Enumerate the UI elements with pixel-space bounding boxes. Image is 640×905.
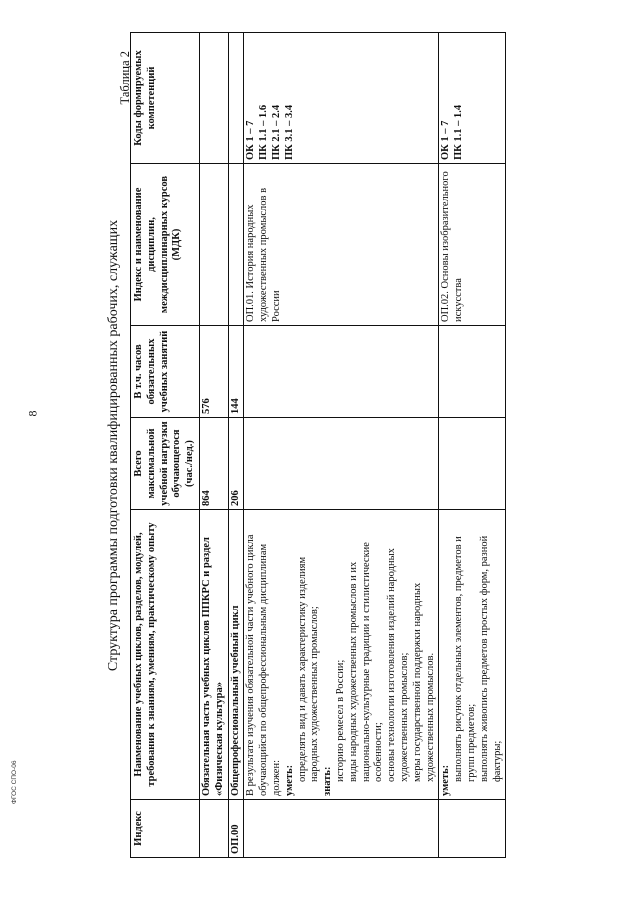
competency-code: ОК 1 – 7 [245, 120, 257, 160]
rotated-page-content [106, 33, 616, 858]
competency-code: ПК 2.1 – 2.4 [270, 104, 282, 160]
competency-code: ОК 1 – 7 [440, 120, 452, 160]
cell-op00-name: Общепрофессиональный учебный цикл [228, 510, 244, 800]
competency-code: ПК 1.1 – 1.6 [258, 104, 270, 160]
header-competencies: Коды формируемых компетенций [131, 33, 200, 164]
table-row [244, 33, 439, 858]
op01-know-item: историю ремесел в России; [334, 659, 346, 782]
structure-table [130, 32, 506, 858]
op01-intro: В результате изучения обязательной части учебного цикла обучающийся по общепрофессиональным дисциплинам должен: [245, 534, 282, 796]
cell-competencies [199, 33, 228, 164]
cell-op01-discipline: ОП.01. История народных художественных промыслов в России [244, 164, 439, 326]
cell-mandatory-part-mandatory: 576 [199, 326, 228, 418]
op01-skills-label: уметь: [283, 764, 295, 796]
cell-mandatory-part-max: 864 [199, 418, 228, 510]
cell-mandatory-part-name: Обязательная часть учебных циклов ППКРС и раздел «Физическая культура» [199, 510, 228, 800]
footer-code: ФГОС СПО-06 [11, 760, 18, 804]
cell-discipline [199, 164, 228, 326]
cell-index [199, 800, 228, 858]
op02-skill-item: выполнять рисунок отдельных элементов, предметов и групп предметов; [453, 536, 477, 782]
cell-op02-discipline: ОП.02. Основы изобразительного искусства [439, 164, 506, 326]
table-row [199, 33, 228, 858]
table-row [439, 33, 506, 858]
competency-code: ПК 3.1 – 3.4 [283, 104, 295, 160]
header-discipline: Индекс и наименование дисциплин, междисциплинарных курсов (МДК) [131, 164, 200, 326]
cell-op00-max: 206 [228, 418, 244, 510]
cell-op02-competencies [439, 33, 506, 164]
header-index: Индекс [131, 800, 200, 858]
header-name: Наименование учебных циклов, разделов, модулей, требования к знаниям, умениям, практическому опыту [131, 510, 200, 800]
cell-op01-requirements [244, 510, 439, 800]
cell-op00-index: ОП.00 [228, 800, 244, 858]
cell-index [244, 800, 439, 858]
op01-skill-item: определять вид и давать характеристику изделиям народных художественных промыслов; [296, 556, 321, 782]
op01-know-item: основы технологии изготовления изделий народных художественных промыслов; [386, 548, 410, 782]
cell-op02-requirements [439, 510, 506, 800]
cell-op01-competencies [244, 33, 439, 164]
op02-skills-label: уметь: [440, 764, 452, 796]
competency-code: ПК 1.1 – 1.4 [453, 104, 465, 160]
cell-mandatory [244, 326, 439, 418]
cell-max [439, 418, 506, 510]
cell-competencies [228, 33, 244, 164]
op01-know-label: знать: [322, 766, 334, 796]
cell-op00-mandatory: 144 [228, 326, 244, 418]
header-mandatory: В т.ч. часов обязательных учебных занятий [131, 326, 200, 418]
cell-max [244, 418, 439, 510]
cell-discipline [228, 164, 244, 326]
header-max-load: Всего максимальной учебной нагрузки обучающегося (час./нед.) [131, 418, 200, 510]
cell-mandatory [439, 326, 506, 418]
document-title: Структура программы подготовки квалифицированных рабочих, служащих [106, 219, 121, 672]
table-header-row [131, 33, 200, 858]
page-number: 8 [25, 410, 40, 417]
op01-know-item: меры государственной поддержки народных художественных промыслов. [411, 582, 436, 782]
op02-skill-item: выполнять живопись предметов простых форм, разной фактуры; [478, 535, 503, 782]
table-row [228, 33, 244, 858]
table-label: Таблица 2 [118, 51, 132, 105]
cell-index [439, 800, 506, 858]
op01-know-item: виды народных художественных промыслов и их национально-культурные традиции и стилистические особенности; [347, 542, 385, 782]
